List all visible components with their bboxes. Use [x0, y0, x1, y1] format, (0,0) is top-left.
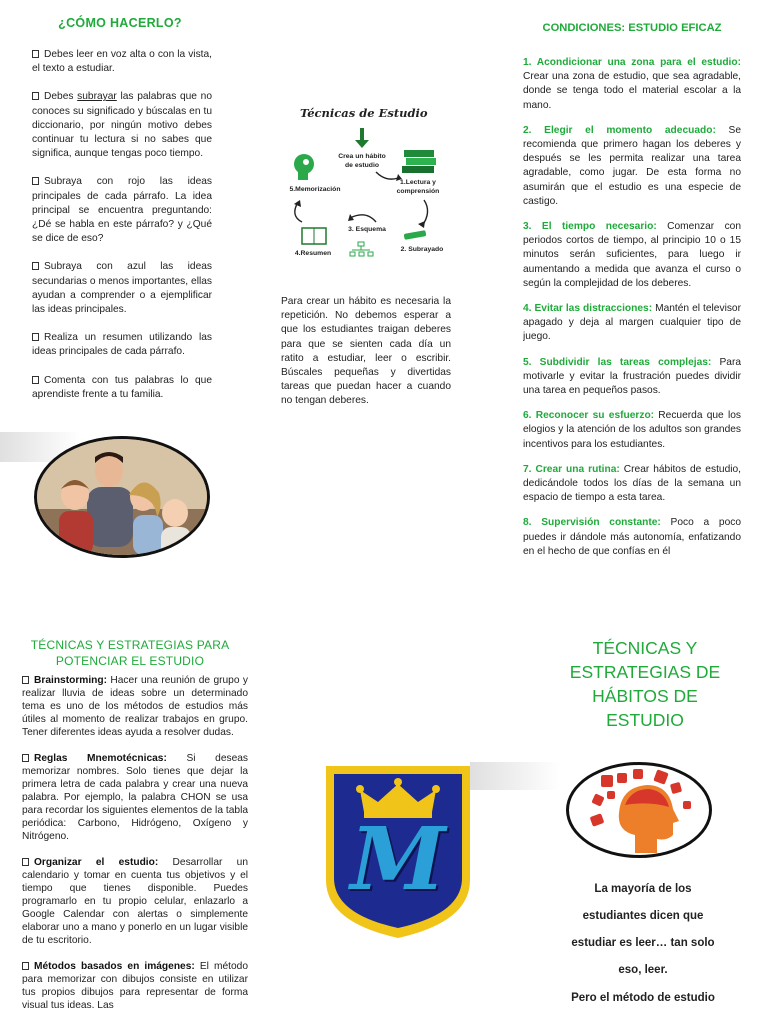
checkbox-icon	[32, 376, 39, 384]
cover-text	[560, 876, 726, 1013]
list-item: Organizar el estudio: Desarrollar un calendario y tomar en cuenta tus objetivos y el tiempo que tienes disponible. Puedes programarlo en tu propio celular, enlazarlo a Google Calendar con alertas o simplemente elaborar uno a mano y ponerlo en un lugar visible de tu escritorio.	[22, 857, 248, 946]
cover-line: Pero el método de estudio	[571, 992, 715, 1004]
diagram-center-label: Crea un hábito de estudio	[338, 153, 386, 169]
bottom1-title: TÉCNICAS Y ESTRATEGIAS PARA POTENCIAR EL ESTUDIO	[30, 638, 230, 668]
checkbox-icon	[22, 858, 29, 866]
bottom1-list	[22, 674, 248, 1024]
cover-line: La mayoría de los	[594, 883, 692, 895]
checkbox-icon	[32, 177, 39, 185]
puzzle-head-image	[566, 762, 712, 858]
checkbox-icon	[32, 333, 39, 341]
list-item: Métodos basados en imágenes: El método para memorizar con dibujos consiste en utilizar tus propios dibujos para representar de forma visual tus ideas. Las	[22, 961, 248, 1011]
list-item: 7. Crear una rutina: Crear hábitos de estudio, dedicándole todos los días de la semana un espacio de tiempo a esta tarea.	[523, 463, 741, 504]
cover-line: eso, leer.	[618, 964, 668, 976]
list-item: 3. El tiempo necesario: Comenzar con periodos cortos de tiempo, al principio 10 o 15 minutos serán suficientes, para luego ir aumentando a medida que avanza el curso o según la complejidad de los deberes.	[523, 221, 741, 289]
list-item: Subraya con azul las ideas secundarias o menos importantes, ellas ayudan a comprender o a ejemplificar las ideas principales.	[32, 261, 212, 316]
habit-paragraph: Para crear un hábito es necesaria la repetición. No debemos esperar a que los estudiantes traigan deberes para que se sienten cada día un ratito a estudiar, leer o escribir. Búscales pequeñas y divertidas tareas que puedan hacer a cuando no tengan deberes.	[281, 296, 451, 407]
checkbox-icon	[22, 962, 29, 970]
col3-title: CONDICIONES: ESTUDIO EFICAZ	[542, 22, 722, 34]
checkbox-icon	[32, 50, 39, 58]
col1-title: ¿CÓMO HACERLO?	[58, 16, 182, 30]
list-item: Debes subrayar las palabras que no conoces su significado y búscalas en tu diccionario, por ningún motivo debes continuar tu lectura si no sabes que significa, aunque tengas poco tiempo.	[32, 91, 212, 160]
list-item: Reglas Mnemotécnicas: Si deseas memorizar nombres. Solo tienes que dejar la primera letra de cada palabra y crear una nueva palabra. Por ejemplo, la palabra CHON se usa para recordar los siguientes elementos de la tabla periódica: Carbono, Hidrógeno, Oxígeno y Nitrógeno.	[22, 753, 248, 842]
col1-list	[32, 48, 212, 402]
diagram-step-3: 3. Esquema	[348, 226, 386, 233]
list-item: 6. Reconocer su esfuerzo: Recuerda que los elogios y la atención de los adultos son grandes incentivos para los estudiantes.	[523, 410, 741, 450]
cover-line: estudiar es leer… tan solo	[571, 937, 715, 949]
list-item: Comenta con tus palabras lo que aprendiste frente a tu familia.	[32, 374, 212, 400]
col3-list	[523, 56, 741, 556]
decor-shade	[470, 762, 560, 790]
list-item: Brainstorming: Hacer una reunión de grupo y realizar lluvia de ideas sobre un determinado tema es uno de los métodos de estudios más útiles al momento de realizar trabajos en grupo. Tener diferentes ideas ayuda a resolver dudas.	[22, 675, 248, 738]
list-item: Subraya con rojo las ideas principales de cada párrafo. La idea principal se encuentra preguntando: ¿Dé se habla en este párrafo? y ¿Qué se dice de eso?	[32, 176, 212, 245]
diagram-step-2: 2. Subrayado	[400, 246, 444, 253]
list-item: 4. Evitar las distracciones: Mantén el televisor apagado y deja al margen cualquier tipo de juego.	[523, 303, 741, 343]
crest-letter: M	[350, 809, 446, 910]
cover-title: TÉCNICAS Y ESTRATEGIAS DE HÁBITOS DE ESTUDIO	[569, 638, 721, 730]
list-item: 8. Supervisión constante: Poco a poco puedes ir dándole más autonomía, enfatizando en el hecho de que confías en él	[523, 517, 741, 556]
diagram-step-1: 1.Lectura y comprensión	[396, 179, 440, 195]
list-item: 5. Subdividir las tareas complejas: Para motivarle y evitar la frustración puedes dividir una tarea en pequeños pasos.	[523, 356, 741, 397]
checkbox-icon	[22, 754, 29, 762]
cover-line: estudiantes dicen que	[582, 910, 704, 922]
list-item: Debes leer en voz alta o con la vista, el texto a estudiar.	[32, 49, 212, 75]
checkbox-icon	[32, 92, 39, 100]
diagram-step-4: 4.Resumen	[294, 250, 332, 257]
list-item: 2. Elegir el momento adecuado: Se recomienda que primero hagan los deberes y después se les permita realizar una tarea agradable, como jugar. De esta forma no asumirán que el estudio es una especie de castigo.	[523, 124, 741, 207]
list-item: 1. Acondicionar una zona para el estudio: Crear una zona de estudio, que sea agradable, donde se tenga todo el material escolar a la mano.	[523, 57, 741, 111]
checkbox-icon	[22, 676, 29, 684]
diagram-step-5: 5.Memorización	[289, 186, 341, 193]
list-item: Realiza un resumen utilizando las ideas principales de cada párrafo.	[32, 332, 212, 358]
study-techniques-diagram	[278, 100, 454, 270]
school-crest	[322, 762, 474, 942]
family-photo	[34, 436, 210, 558]
checkbox-icon	[32, 262, 39, 270]
diagram-title: Técnicas de Estudio	[300, 106, 428, 120]
